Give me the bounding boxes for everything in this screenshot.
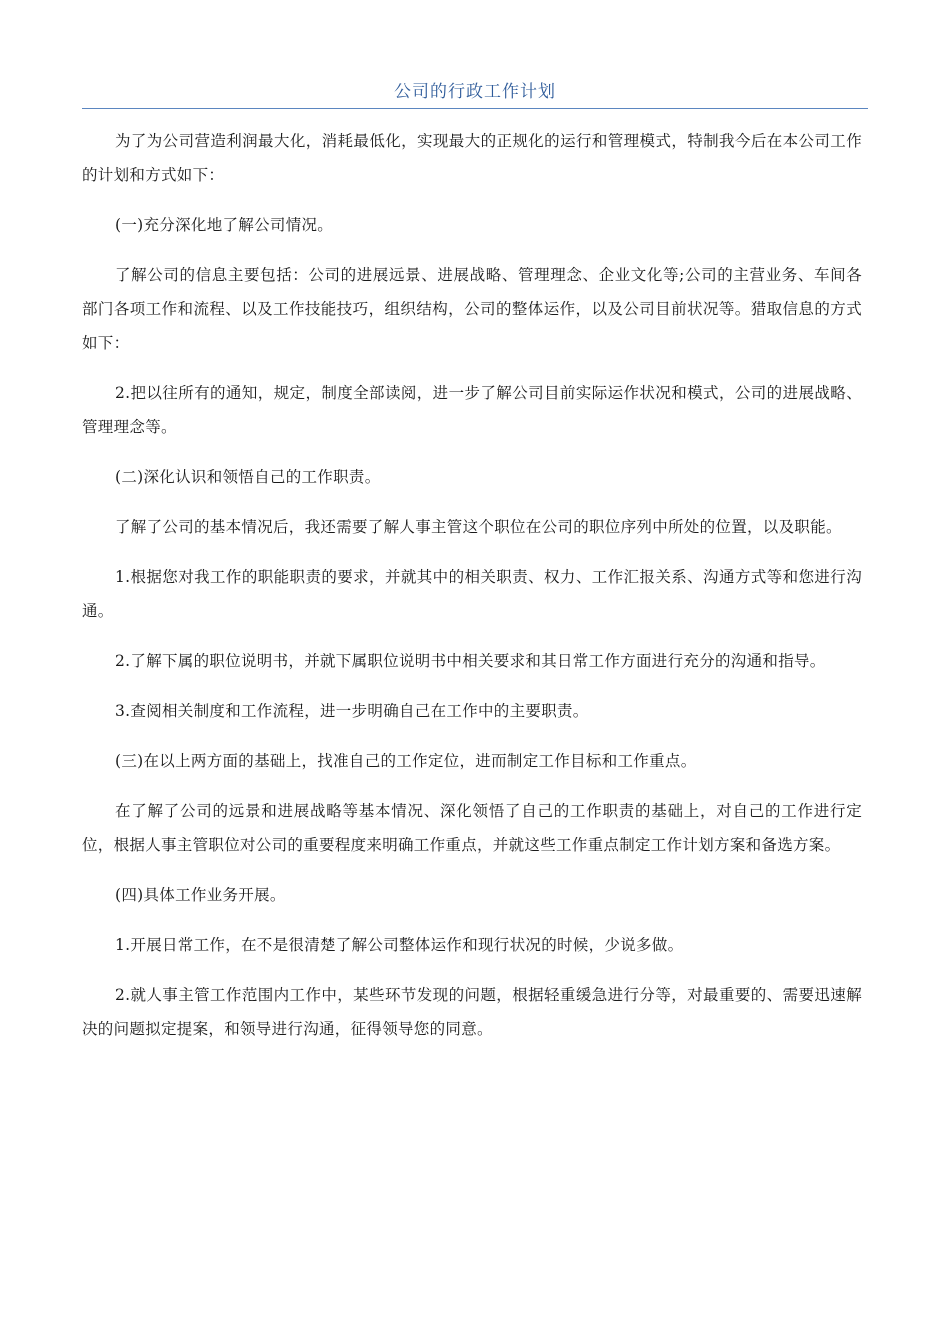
paragraph-intro: 为了为公司营造利润最大化，消耗最低化，实现最大的正规化的运行和管理模式，特制我今后在本公司工作的计划和方式如下：: [82, 132, 862, 184]
title-underline: [82, 108, 868, 109]
list-item: 1.开展日常工作，在不是很清楚了解公司整体运作和现行状况的时候，少说多做。: [115, 936, 684, 954]
document-title: 公司的行政工作计划: [394, 82, 556, 102]
section-heading-1: (一)充分深化地了解公司情况。: [115, 216, 334, 234]
section-heading-3: (三)在以上两方面的基础上，找准自己的工作定位，进而制定工作目标和工作重点。: [115, 752, 697, 770]
list-item: 2.就人事主管工作范围内工作中，某些环节发现的问题，根据轻重缓急进行分等，对最重要的、需要迅速解决的问题拟定提案，和领导进行沟通，征得领导您的同意。: [82, 986, 862, 1038]
paragraph: 了解公司的信息主要包括：公司的进展远景、进展战略、管理理念、企业文化等;公司的主营业务、车间各部门各项工作和流程、以及工作技能技巧，组织结构，公司的整体运作，以及公司目前状况等。猎取信息的方式如下：: [82, 266, 862, 352]
list-item: 3.查阅相关制度和工作流程，进一步明确自己在工作中的主要职责。: [115, 702, 589, 720]
list-item: 2.把以往所有的通知，规定，制度全部读阅，进一步了解公司目前实际运作状况和模式，公司的进展战略、管理理念等。: [82, 384, 862, 436]
section-heading-4: (四)具体工作业务开展。: [115, 886, 286, 904]
document-body: [82, 124, 862, 1062]
section-heading-2: (二)深化认识和领悟自己的工作职责。: [115, 468, 381, 486]
list-item: 1.根据您对我工作的职能职责的要求，并就其中的相关职责、权力、工作汇报关系、沟通方式等和您进行沟通。: [82, 568, 862, 620]
list-item: 2.了解下属的职位说明书，并就下属职位说明书中相关要求和其日常工作方面进行充分的沟通和指导。: [115, 652, 826, 670]
paragraph: 了解了公司的基本情况后，我还需要了解人事主管这个职位在公司的职位序列中所处的位置，以及职能。: [115, 518, 842, 536]
paragraph: 在了解了公司的远景和进展战略等基本情况、深化领悟了自己的工作职责的基础上，对自己的工作进行定位，根据人事主管职位对公司的重要程度来明确工作重点，并就这些工作重点制定工作计划方案和备选方案。: [82, 802, 862, 854]
